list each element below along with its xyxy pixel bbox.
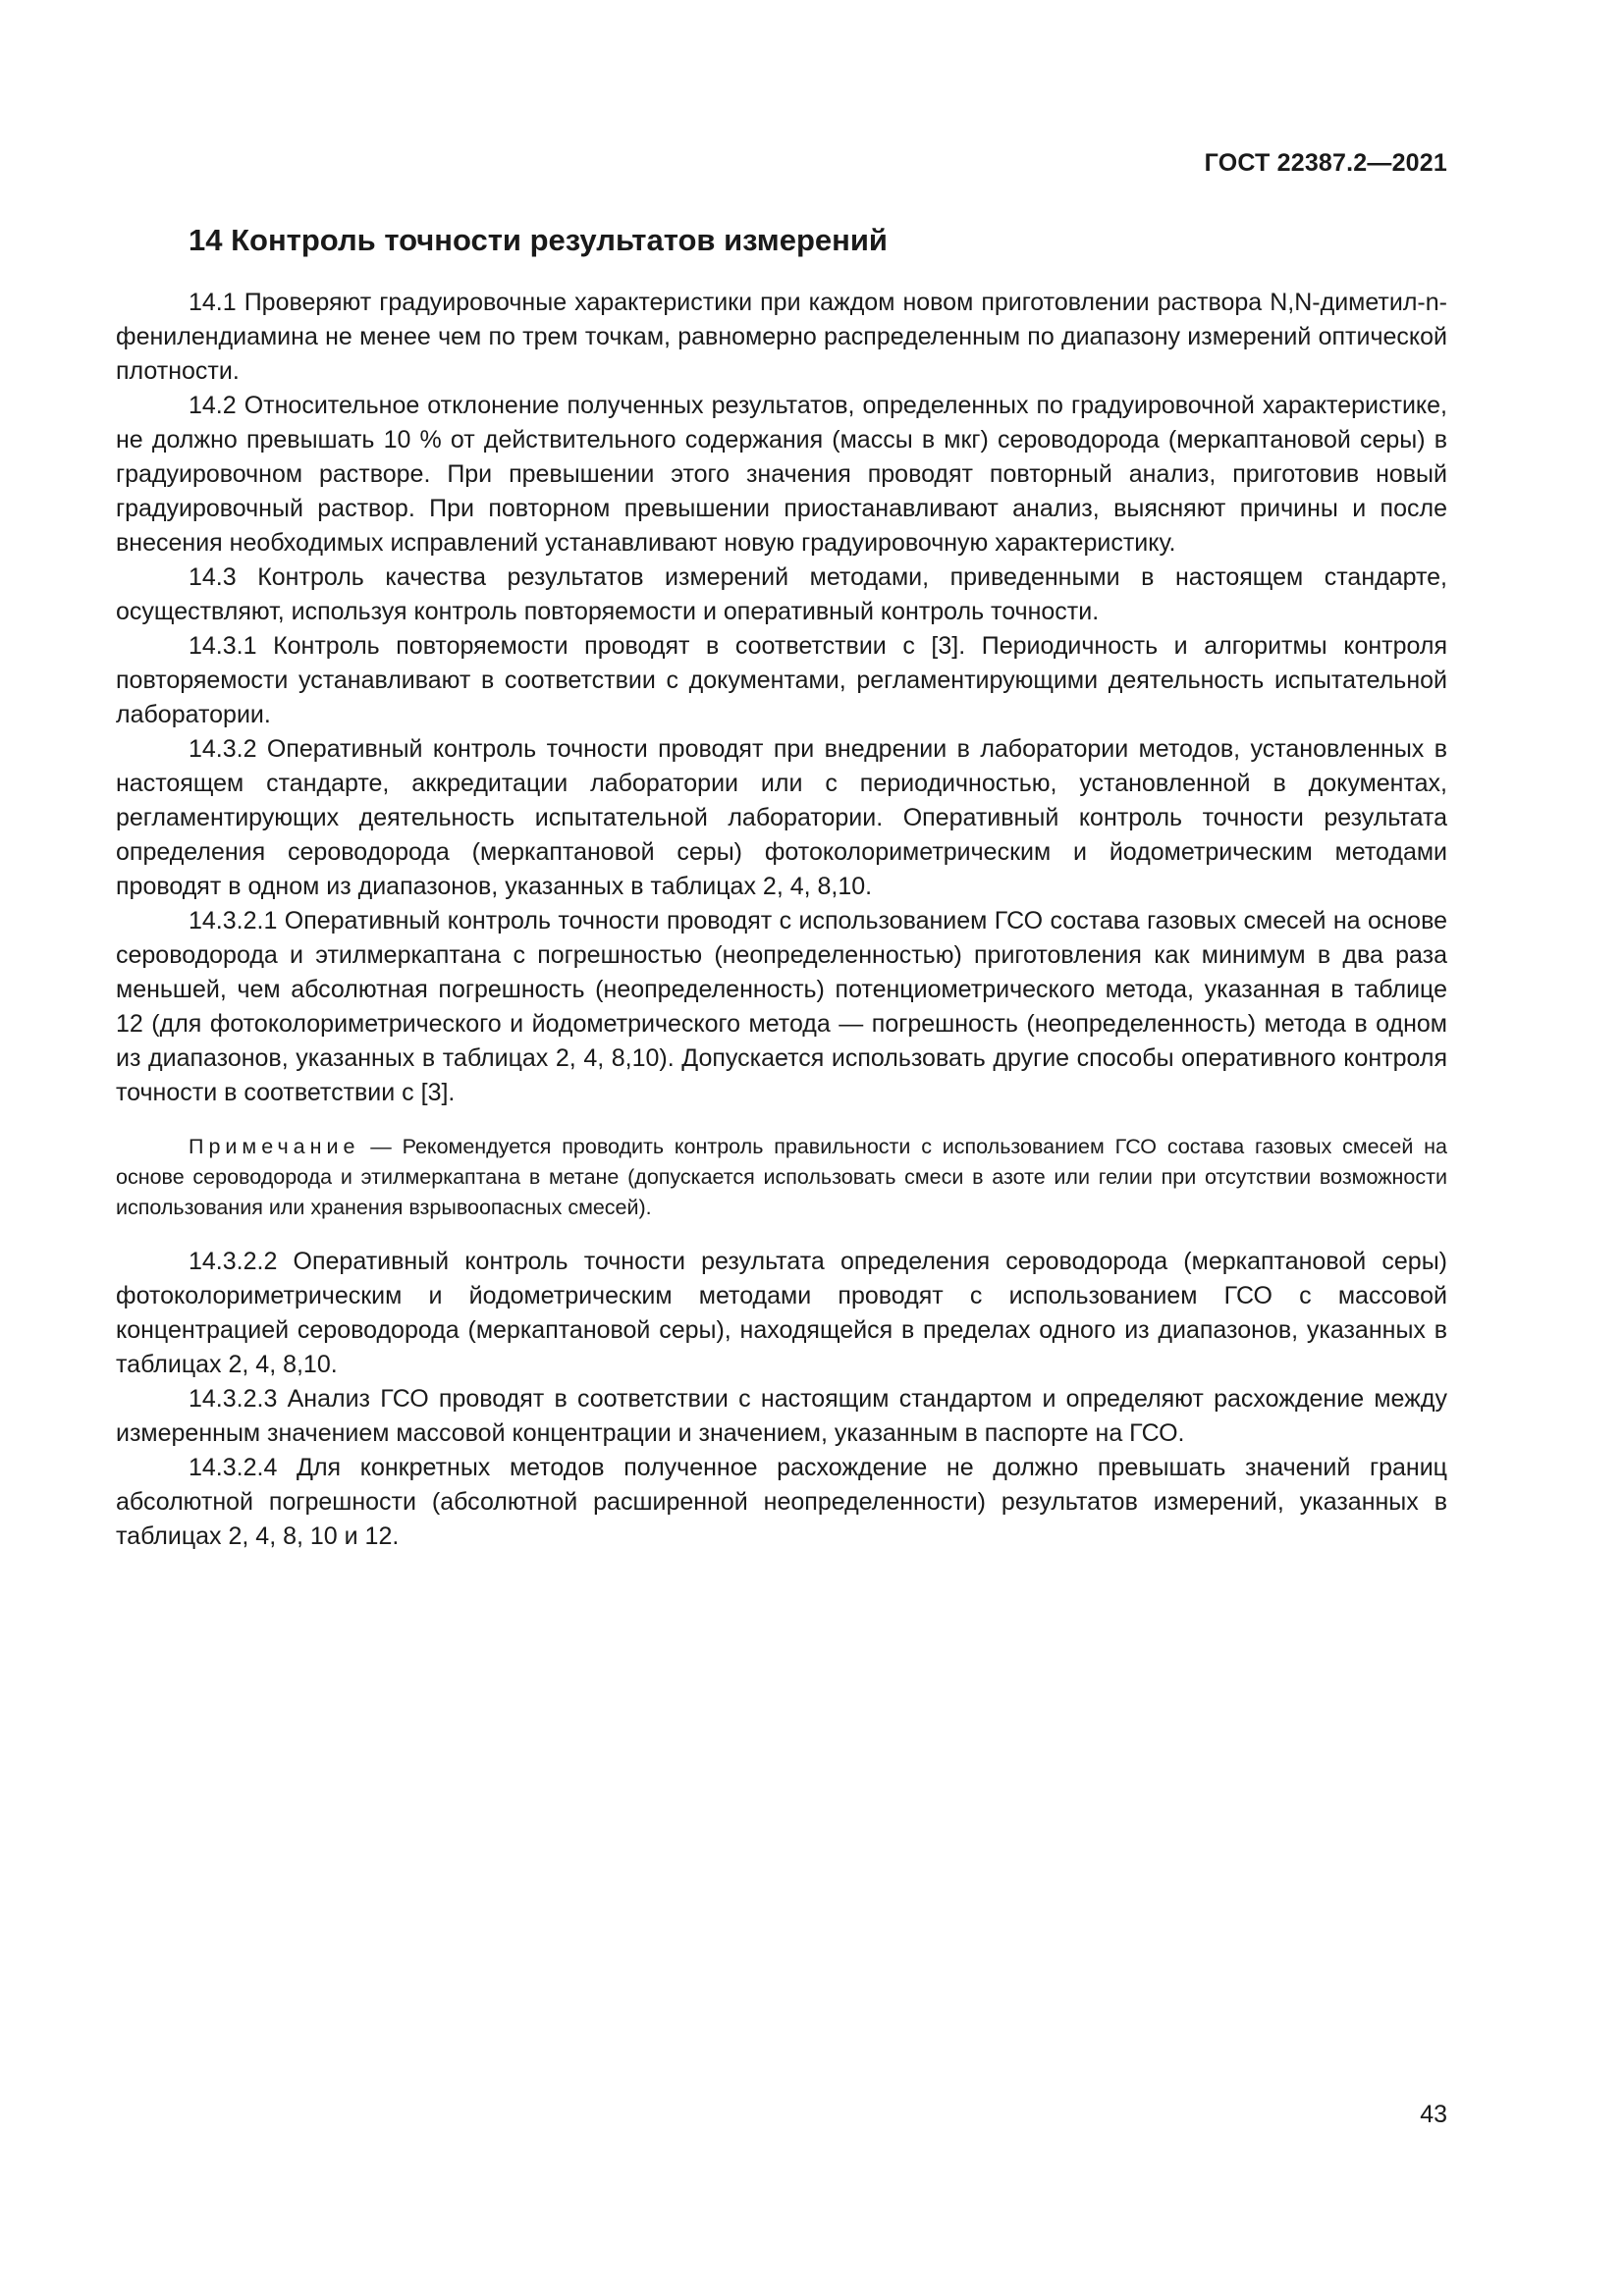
page-number: 43 <box>1420 2101 1447 2128</box>
paragraph-14-3: 14.3 Контроль качества результатов измерений методами, приведенными в настоящем стандарте, осуществляют, используя контроль повторяемости и оперативный контроль точности. <box>116 563 1447 625</box>
note-text: — Рекомендуется проводить контроль правильности с использованием ГСО состава газовых смесей на основе сероводорода и этилмеркаптана в метане (допускается использовать смеси в азоте или гелии при отсутствии возможности использования или хранения взрывоопасных смесей). <box>116 1135 1447 1219</box>
paragraph-14-1: 14.1 Проверяют градуировочные характеристики при каждом новом приготовлении раствора N,N-диметил-n-фенилендиамина не менее чем по трем точкам, равномерно распределенным по диапазону измерений оптической плотности. <box>116 289 1447 385</box>
page-content <box>116 221 1447 1554</box>
paragraph-14-2: 14.2 Относительное отклонение полученных результатов, определенных по градуировочной характеристике, не должно превышать 10 % от действительного содержания (массы в мкг) сероводорода (меркаптановой серы) в градуировочном растворе. При превышении этого значения проводят повторный анализ, приготовив новый градуировочный раствор. При повторном превышении приостанавливают анализ, выясняют причины и после внесения необходимых исправлений устанавливают новую градуировочную характеристику. <box>116 392 1447 557</box>
note-label: Примечание <box>189 1135 360 1158</box>
paragraph-14-3-2: 14.3.2 Оперативный контроль точности проводят при внедрении в лаборатории методов, установленных в настоящем стандарте, аккредитации лаборатории или с периодичностью, установленной в документах, регламентирующих деятельность испытательной лаборатории. Оперативный контроль точности результата определения сероводорода (меркаптановой серы) фотоколориметрическим и йодометрическим методами проводят в одном из диапазонов, указанных в таблицах 2, 4, 8,10. <box>116 735 1447 900</box>
paragraph-14-3-1: 14.3.1 Контроль повторяемости проводят в соответствии с [3]. Периодичность и алгоритмы контроля повторяемости устанавливают в соответствии с документами, регламентирующими деятельность испытательной лаборатории. <box>116 632 1447 728</box>
paragraph-14-3-2-1: 14.3.2.1 Оперативный контроль точности проводят с использованием ГСО состава газовых смесей на основе сероводорода и этилмеркаптана с погрешностью (неопределенностью) приготовления как минимум в два раза меньшей, чем абсолютная погрешность (неопределенность) потенциометрического метода, указанная в таблице 12 (для фотоколориметрического и йодометрического метода — погрешность (неопределенность) метода в одном из диапазонов, указанных в таблицах 2, 4, 8,10). Допускается использовать другие способы оперативного контроля точности в соответствии с [3]. <box>116 907 1447 1106</box>
paragraph-14-3-2-2: 14.3.2.2 Оперативный контроль точности результата определения сероводорода (меркаптановой серы) фотоколориметрическим и йодометрическим методами проводят с использованием ГСО с массовой концентрацией сероводорода (меркаптановой серы), находящейся в пределах одного из диапазонов, указанных в таблицах 2, 4, 8,10. <box>116 1248 1447 1378</box>
section-title: 14 Контроль точности результатов измерений <box>189 223 888 257</box>
paragraph-14-3-2-4: 14.3.2.4 Для конкретных методов полученное расхождение не должно превышать значений границ абсолютной погрешности (абсолютной расширенной неопределенности) результатов измерений, указанных в таблицах 2, 4, 8, 10 и 12. <box>116 1454 1447 1550</box>
document-code: ГОСТ 22387.2—2021 <box>1204 149 1447 177</box>
paragraph-14-3-2-3: 14.3.2.3 Анализ ГСО проводят в соответствии с настоящим стандартом и определяют расхождение между измеренным значением массовой концентрации и значением, указанным в паспорте на ГСО. <box>116 1385 1447 1447</box>
note <box>116 1132 1447 1223</box>
